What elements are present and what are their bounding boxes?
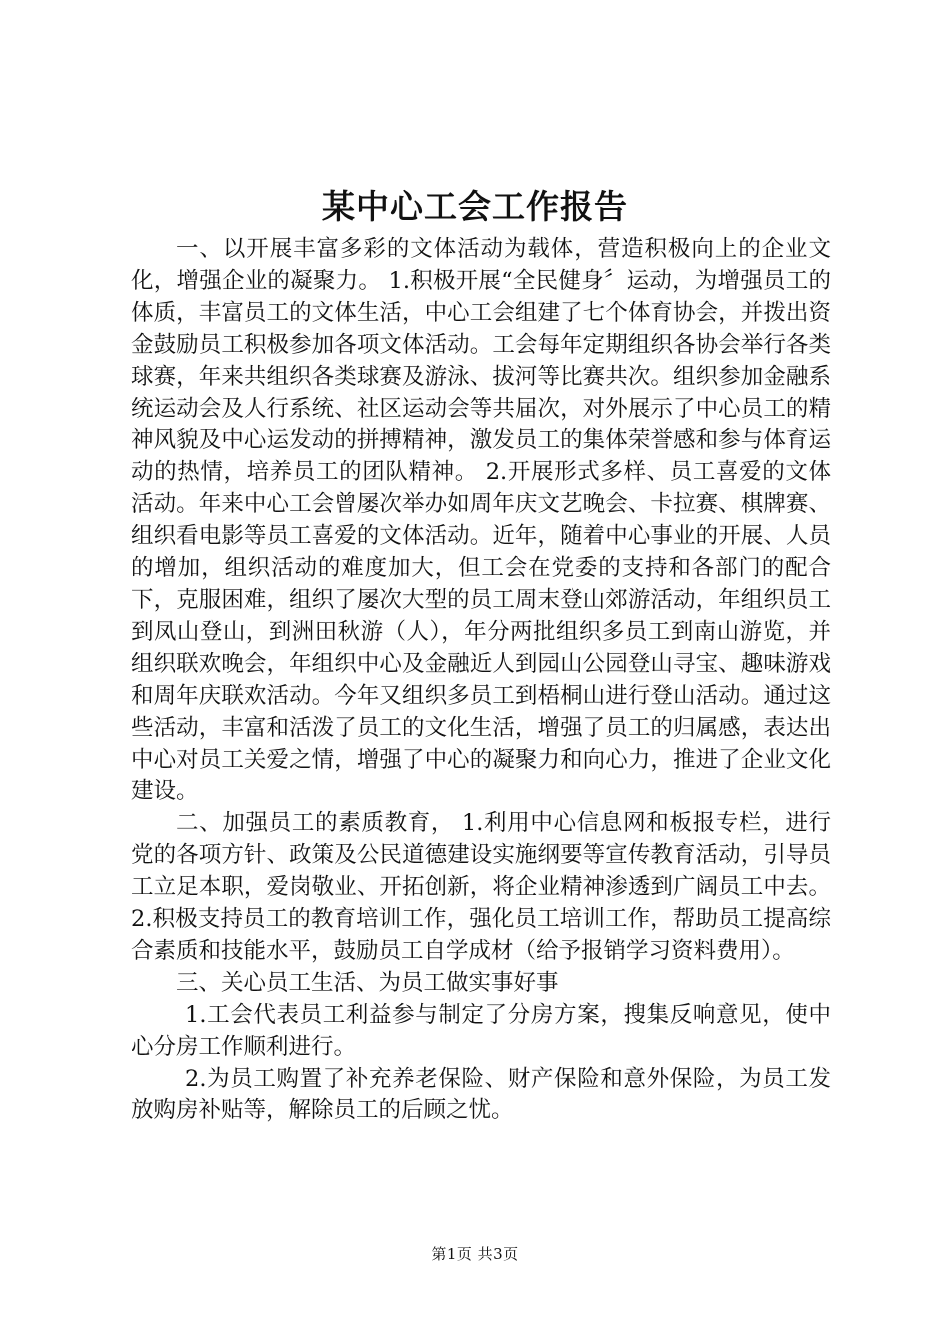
document-body bbox=[131, 234, 831, 1127]
paragraph-item-one: 1.工会代表员工利益参与制定了分房方案，搜集反响意见，使中心分房工作顺利进行。 bbox=[131, 1001, 831, 1060]
document-title: 某中心工会工作报告 bbox=[322, 187, 628, 226]
paragraph-item-two: 2.为员工购置了补充养老保险、财产保险和意外保险，为员工发放购房补贴等，解除员工的后顾之忧。 bbox=[131, 1065, 831, 1124]
page-footer: 第1页 共3页 bbox=[431, 1245, 519, 1263]
paragraph-section-two: 二、加强员工的素质教育， 1.利用中心信息网和板报专栏，进行党的各项方针、政策及公民道德建设实施纲要等宣传教育活动，引导员工立足本职，爱岗敬业、开拓创新，将企业精神渗透到广阔员工中去。 2.积极支持员工的教育培训工作，强化员工培训工作，帮助员工提高综合素质和技能水平，鼓励员工自学成材（给予报销学习资料费用）。 bbox=[131, 810, 831, 964]
paragraph-section-one: 一、以开展丰富多彩的文体活动为载体，营造积极向上的企业文化，增强企业的凝聚力。 1.积极开展“全民健身〞运动，为增强员工的体质，丰富员工的文体生活，中心工会组建了七个体育协会，并拨出资金鼓励员工积极参加各项文体活动。工会每年定期组织各协会举行各类球赛，年来共组织各类球赛及游泳、拔河等比赛共次。组织参加金融系统运动会及人行系统、社区运动会等共届次，对外展示了中心员工的精神风貌及中心运发动的拼搏精神，激发员工的集体荣誉感和参与体育运动的热情，培养员工的团队精神。 2.开展形式多样、员工喜爱的文体活动。年来中心工会曾屡次举办如周年庆文艺晚会、卡拉赛、棋牌赛、组织看电影等员工喜爱的文体活动。近年，随着中心事业的开展、人员的增加，组织活动的难度加大，但工会在党委的支持和各部门的配合下，克服困难，组织了屡次大型的员工周末登山郊游活动，年组织员工到凤山登山，到洲田秋游（人），年分两批组织多员工到南山游览，并组织联欢晚会，年组织中心及金融近人到园山公园登山寻宝、趣味游戏和周年庆联欢活动。今年又组织多员工到梧桐山进行登山活动。通过这些活动，丰富和活泼了员工的文化生活，增强了员工的归属感，表达出中心对员工关爱之情，增强了中心的凝聚力和向心力，推进了企业文化建设。 bbox=[131, 236, 831, 805]
paragraph-section-three-heading: 三、关心员工生活、为员工做实事好事 bbox=[176, 969, 559, 996]
